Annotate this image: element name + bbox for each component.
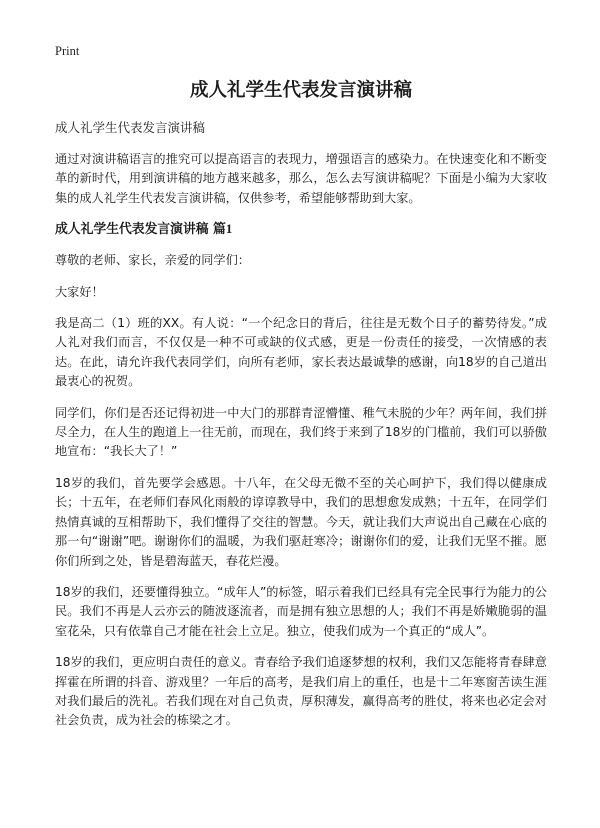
greeting: 大家好！ <box>55 284 104 299</box>
body-paragraph: 18岁的我们，更应明白责任的意义。青春给予我们追逐梦想的权利，我们又怎能将青春肆意挥霍在所谓的抖音、游戏里？一年后的高考，是我们肩上的重任，也是十二年寒窗苦读生涯对我们最后的洗礼。若我们现在对自己负责，厚积薄发，赢得高考的胜仗，将来也必定会对社会负责，成为社会的栋梁之才。 <box>55 655 547 728</box>
body-paragraph: 我是高二（1）班的XX。有人说：“一个纪念日的背后，往往是无数个日子的蓄势待发。”成人礼对我们而言，不仅仅是一种不可或缺的仪式感，更是一份责任的接受，一次情感的表达。在此，请允许我代表同学们，向所有老师，家长表达最诚挚的感谢，向18岁的自己道出最衷心的祝贺。 <box>55 316 547 389</box>
intro-paragraph: 通过对演讲稿语言的推究可以提高语言的表现力，增强语言的感染力。在快速变化和不断变革的新时代，用到演讲稿的地方越来越多，那么，怎么去写演讲稿呢？下面是小编为大家收集的成人礼学生代表发言演讲稿，仅供参考，希望能够帮助到大家。 <box>55 152 547 205</box>
document-body <box>55 150 547 743</box>
page-title: 成人礼学生代表发言演讲稿 <box>189 80 412 101</box>
subtitle: 成人礼学生代表发言演讲稿 <box>55 120 206 135</box>
body-paragraph: 18岁的我们，还要懂得独立。“成年人”的标签，昭示着我们已经具有完全民事行为能力的公民。我们不再是人云亦云的随波逐流者，而是拥有独立思想的人；我们不再是娇嫩脆弱的温室花朵，只有依靠自己才能在社会上立足。独立，使我们成为一个真正的“成人”。 <box>55 584 547 638</box>
section-number: 篇1 <box>213 222 233 237</box>
salutation: 尊敬的老师、家长，亲爱的同学们： <box>55 253 250 268</box>
body-paragraph: 同学们，你们是否还记得初进一中大门的那群青涩懵懂、稚气未脱的少年？两年间，我们拼尽全力，在人生的跑道上一往无前，而现在，我们终于来到了18岁的门槛前，我们可以骄傲地宣布：“我长大了！” <box>55 405 547 459</box>
section-heading-text: 成人礼学生代表发言演讲稿 <box>55 222 209 238</box>
body-paragraph: 18岁的我们，首先要学会感恩。十八年，在父母无微不至的关心呵护下，我们得以健康成长；十五年，在老师们春风化雨般的谆谆教导中，我们的思想愈发成熟；十五年，在同学们热情真诚的互相帮助下，我们懂得了交往的智慧。今天，就让我们大声说出自己藏在心底的那一句“谢谢”吧。谢谢你们的温暖，为我们驱赶寒冷；谢谢你们的爱，让我们无坚不摧。愿你们所到之处，皆是碧海蓝天，春花烂漫。 <box>55 475 547 568</box>
section-heading <box>55 220 547 239</box>
print-link[interactable]: Print <box>55 44 80 58</box>
